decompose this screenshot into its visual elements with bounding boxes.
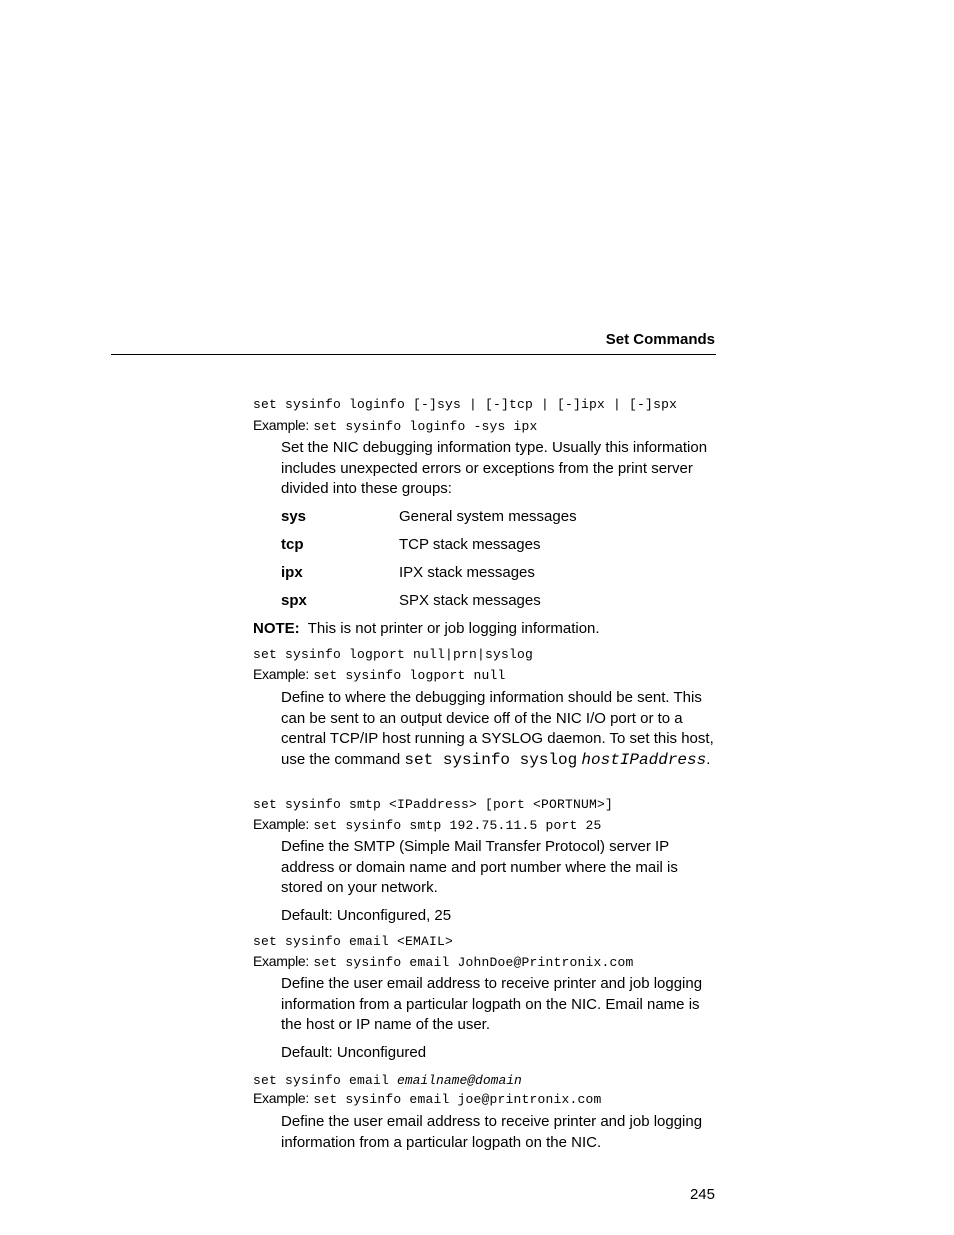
- command-text: set sysinfo email: [253, 1073, 398, 1088]
- term-ipx: ipx: [281, 564, 303, 581]
- running-head: Set Commands: [605, 331, 715, 348]
- description-loginfo: Set the NIC debugging information type. Usually this information includes unexpected errors or exceptions from the print server divided into these groups:: [281, 439, 708, 497]
- command-argument: emailname@domain: [397, 1073, 522, 1088]
- command-syntax-smtp: set sysinfo smtp <IPaddress> [port <PORTNUM>]: [253, 797, 614, 812]
- description-email: Define the user email address to receive printer and job logging information from a particular logpath on the NIC. Email name is the host or IP name of the user.: [281, 975, 703, 1033]
- term-tcp-description: TCP stack messages: [399, 536, 541, 553]
- page-number: 245: [689, 1186, 715, 1203]
- example-label: Example:: [253, 417, 309, 433]
- description-text: Define to where the debugging information should be sent. This can be sent to an output device off of the NIC I/O port or to a central TCP/IP host running a SYSLOG daemon. To set this host, use the command: [281, 689, 714, 768]
- default-smtp: Default: Unconfigured, 25: [281, 907, 452, 924]
- description-email-domain: Define the user email address to receive printer and job logging information from a particular logpath on the NIC.: [281, 1113, 703, 1151]
- command-syntax-loginfo: set sysinfo loginfo [-]sys | [-]tcp | [-]ipx | [-]spx: [253, 397, 678, 412]
- inline-command-argument: hostIPaddress: [581, 750, 707, 769]
- term-sys: sys: [281, 508, 307, 525]
- command-syntax-logport: set sysinfo logport null|prn|syslog: [253, 647, 534, 662]
- term-spx: spx: [281, 592, 307, 609]
- note-label: NOTE:: [253, 620, 300, 637]
- example-logport: [253, 666, 505, 684]
- example-email: [253, 953, 633, 971]
- command-syntax-email: set sysinfo email <EMAIL>: [253, 934, 454, 949]
- example-code: set sysinfo smtp 192.75.11.5 port 25: [313, 818, 602, 833]
- example-label: Example:: [253, 1090, 309, 1106]
- term-tcp: tcp: [281, 536, 304, 553]
- description-smtp: Define the SMTP (Simple Mail Transfer Protocol) server IP address or domain name and port number where the mail is stored on your network.: [281, 838, 678, 896]
- example-code: set sysinfo email JohnDoe@Printronix.com: [313, 955, 634, 970]
- description-logport: [281, 688, 721, 770]
- note-text: This is not printer or job logging information.: [307, 620, 600, 637]
- default-email: Default: Unconfigured: [281, 1044, 427, 1061]
- example-code: set sysinfo email joe@printronix.com: [313, 1092, 602, 1107]
- example-label: Example:: [253, 666, 309, 682]
- command-syntax-email-domain: [253, 1071, 522, 1089]
- example-email-domain: [253, 1090, 601, 1108]
- example-label: Example:: [253, 953, 309, 969]
- note: [253, 620, 600, 637]
- example-smtp: [253, 816, 601, 834]
- example-code: set sysinfo logport null: [313, 668, 506, 683]
- header-rule: [111, 354, 716, 355]
- example-code: set sysinfo loginfo -sys ipx: [313, 419, 538, 434]
- term-ipx-description: IPX stack messages: [399, 564, 535, 581]
- term-sys-description: General system messages: [399, 508, 577, 525]
- example-loginfo: [253, 417, 537, 435]
- term-spx-description: SPX stack messages: [399, 592, 541, 609]
- example-label: Example:: [253, 816, 309, 832]
- description-end: .: [706, 750, 711, 768]
- inline-command: set sysinfo syslog: [404, 750, 578, 769]
